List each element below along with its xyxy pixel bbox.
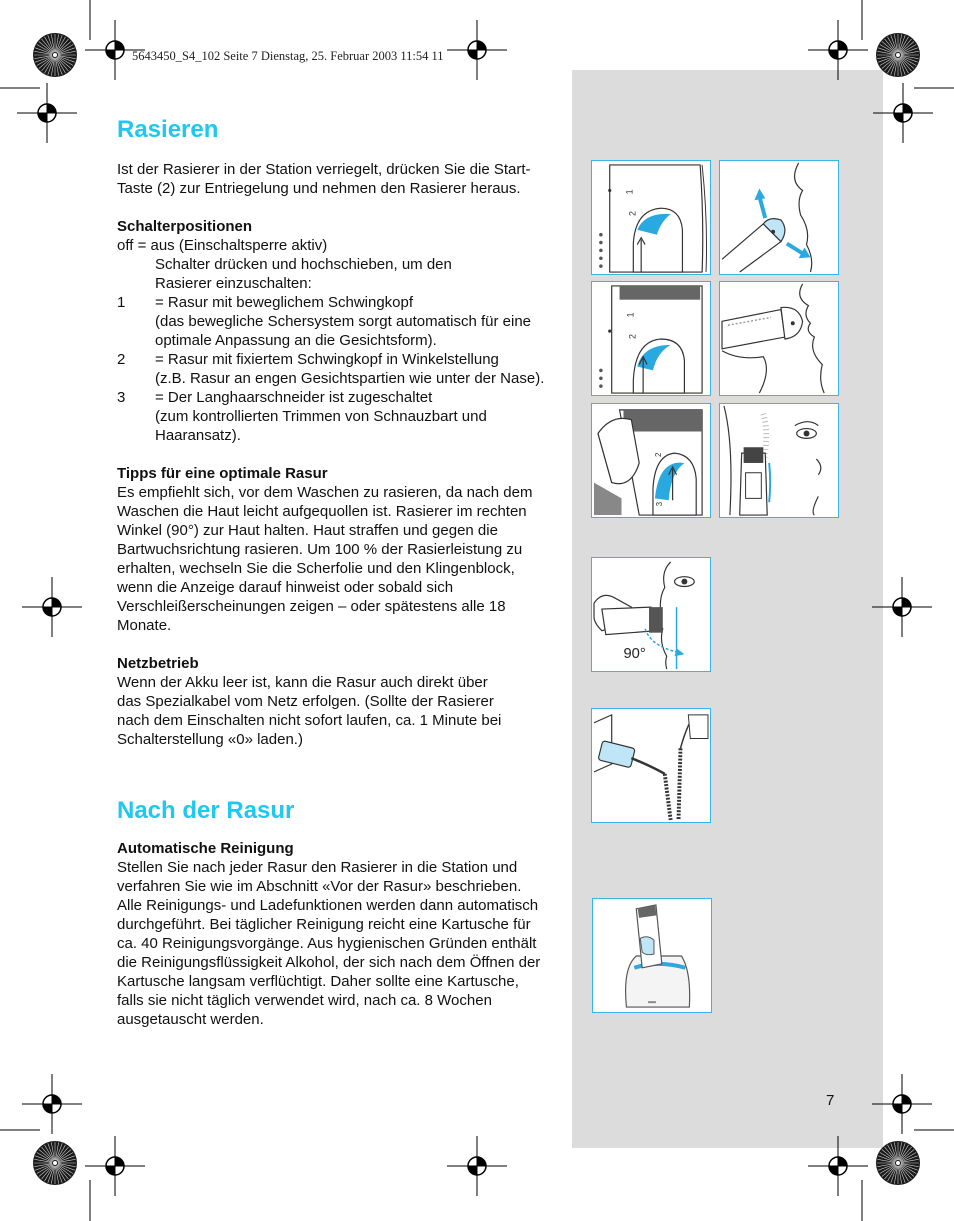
switch-key: 2	[117, 351, 126, 368]
print-slug: 5643450_S4_102 Seite 7 Dienstag, 25. Februar 2003 11:54 11	[132, 49, 444, 63]
switch-key: 1	[117, 294, 126, 311]
switch-detail: (z.B. Rasur an engen Gesichtspartien wie unter der Nase).	[155, 370, 545, 387]
tips-heading: Tipps für eine optimale Rasur	[117, 465, 328, 482]
switch-value: = Rasur mit beweglichem Schwingkopf	[155, 294, 414, 311]
switch-detail: (zum kontrollierten Trimmen von Schnauzbart und Haaransatz).	[155, 408, 487, 444]
switch-positions-heading: Schalterpositionen	[117, 218, 253, 235]
switch-mark: 2	[627, 334, 638, 339]
section-title-rasieren: Rasieren	[117, 116, 219, 143]
switch-mark: 2	[627, 211, 638, 217]
switch-mark: 1	[624, 189, 635, 195]
switch-value: = Rasur mit fixiertem Schwingkopf in Winkelstellung	[155, 351, 499, 368]
switch-key: 3	[117, 389, 126, 406]
switch-off-line: off = aus (Einschaltsperre aktiv)	[117, 237, 328, 254]
switch-detail: (das bewegliche Schersystem sorgt automatisch für eine optimale Anpassung an die Gesichtsform).	[155, 313, 532, 349]
tips-body: Es empfiehlt sich, vor dem Waschen zu rasieren, da nach dem Waschen die Haut leicht aufgequollen ist. Rasierer im rechten Winkel (90°) zur Haut halten. Haut straffen und gegen die Bartwuchsrichtung rasieren. Um 100 % der Rasierleistung zu erhalten, wechseln Sie die Scherfolie und den Klingenblock, wenn die Anzeige darauf hinweist oder sobald sich Verschleißerscheinungen zeigen – oder spätestens alle 18 Monate.	[117, 484, 533, 634]
switch-off-detail: Schalter drücken und hochschieben, um den Rasierer einzuschalten:	[155, 256, 452, 292]
switch-mark: 3	[654, 501, 664, 507]
switch-mark: 2	[653, 452, 663, 458]
intro-paragraph: Ist der Rasierer in der Station verriegelt, drücken Sie die Start-Taste (2) zur Entriegelung und nehmen den Rasierer heraus.	[117, 161, 531, 197]
page-number: 7	[826, 1092, 835, 1109]
switch-value: = Der Langhaarschneider ist zugeschaltet	[155, 389, 433, 406]
angle-label: 90°	[623, 646, 646, 663]
mains-heading: Netzbetrieb	[117, 655, 199, 672]
cleaning-body: Stellen Sie nach jeder Rasur den Rasierer in die Station und verfahren Sie wie im Abschnitt «Vor der Rasur» beschrieben. Alle Reinigungs- und Ladefunktionen werden dann automatisch durchgeführt. Bei täglicher Reinigung reicht eine Kartusche für ca. 40 Reinigungsvorgänge. Aus hygienischen Gründen enthält die Reinigungsflüssigkeit Alkohol, der sich nach dem Öffnen der Kartusche langsam verflüchtigt. Daher sollte eine Kartusche, falls sie nicht täglich verwendet wird, nach ca. 8 Wochen ausgetauscht werden.	[117, 859, 541, 1028]
mains-body: Wenn der Akku leer ist, kann die Rasur auch direkt über das Spezialkabel vom Netz erfolgen. (Sollte der Rasierer nach dem Einschalten nicht sofort laufen, ca. 1 Minute bei Schalterstellung «0» laden.)	[117, 674, 502, 748]
section-title-nach-der-rasur: Nach der Rasur	[117, 797, 295, 824]
switch-mark: 1	[625, 312, 636, 318]
cleaning-heading: Automatische Reinigung	[117, 840, 294, 857]
